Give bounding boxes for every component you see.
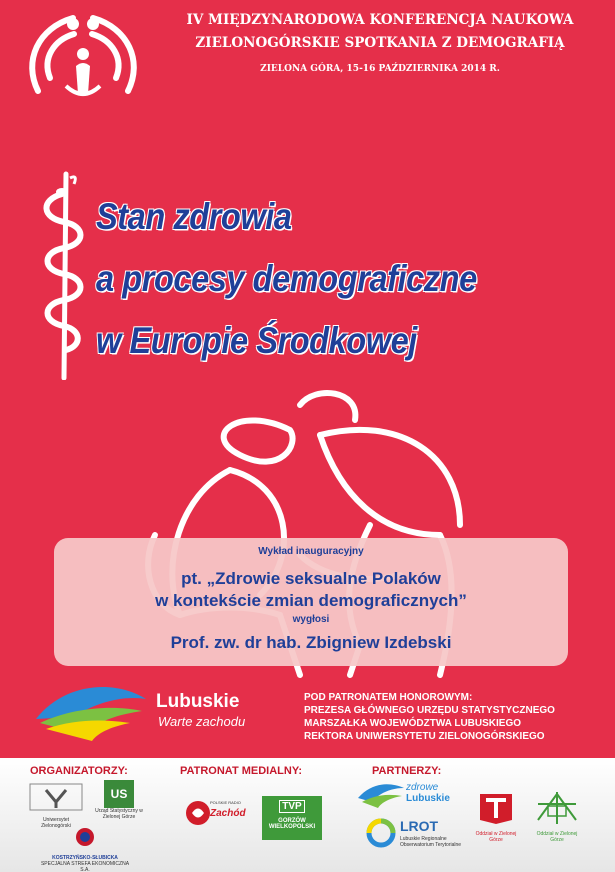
us-name: Urząd Statystyczny w Zielonej Górze — [95, 808, 143, 820]
tvp-city: GORZÓW — [278, 818, 306, 824]
lrot-sub-2: Obserwatorium Terytorialne — [400, 842, 462, 848]
zdrowe-line-1: zdrowe — [406, 782, 439, 793]
organizers-label: ORGANIZATORZY: — [30, 765, 128, 777]
kssse-logo — [40, 826, 130, 872]
conference-logo-icon — [18, 6, 148, 106]
conference-subtitle: ZIELONOGÓRSKIE SPOTKANIA Z DEMOGRAFIĄ — [195, 35, 565, 51]
pts-emblem-icon — [530, 790, 584, 826]
poster-title — [96, 186, 529, 372]
uz-eagle-icon — [28, 782, 84, 812]
media-label: PATRONAT MEDIALNY: — [180, 765, 303, 777]
pts-logo — [530, 790, 584, 843]
patronage-line: POD PATRONATEM HONOROWYM: — [304, 692, 473, 703]
lubuskie-tagline: Warte zachodu — [158, 714, 246, 729]
lrot-name: LROT — [400, 818, 439, 834]
lrot-sub-1: Lubuskie Regionalne — [400, 836, 447, 842]
lubuskie-name: Lubuskie — [156, 691, 240, 712]
rod-of-asclepius-icon — [34, 170, 94, 380]
honorary-patronage — [304, 691, 555, 743]
lecture-topic-line-1: pt. „Zdrowie seksualne Polaków — [181, 569, 441, 588]
lecture-box — [54, 538, 568, 666]
lubuskie-logo — [34, 683, 264, 743]
uz-name: Uniwersytet Zielonogórski — [41, 817, 71, 829]
pts-branch: Oddział w Zielonej Górze — [536, 831, 578, 843]
sponsor-footer — [0, 758, 615, 872]
pttk-emblem-icon — [472, 790, 520, 826]
lubuskie-wave-icon — [34, 683, 154, 743]
zdrowe-lubuskie-logo — [356, 780, 468, 814]
patronage-line: REKTORA UNIWERSYTETU ZIELONOGÓRSKIEGO — [304, 731, 545, 742]
radio-zachod-logo — [184, 798, 244, 828]
lecture-topic-line-2: w kontekście zmian demograficznych” — [155, 591, 467, 610]
lecture-speaker: Prof. zw. dr hab. Zbigniew Izdebski — [170, 633, 452, 652]
tvp-badge: TVP — [279, 800, 304, 813]
kssse-emblem-icon — [40, 826, 130, 850]
tvp-city-2: WIELKOPOLSKI — [268, 824, 316, 830]
us-logo — [86, 780, 152, 820]
lrot-ring-icon — [366, 818, 396, 848]
kssse-sub: SPECJALNA STREFA EKONOMICZNA S.A. — [40, 861, 130, 872]
title-line-2: a procesy demograficzne — [96, 258, 477, 299]
lrot-logo — [366, 818, 478, 858]
pttk-branch: Oddział w Zielonej Górze — [475, 831, 517, 843]
uz-logo — [28, 782, 84, 829]
pttk-logo — [472, 790, 520, 843]
title-line-1: Stan zdrowia — [96, 196, 292, 237]
us-badge-icon: US — [104, 780, 134, 808]
patronage-line: PREZESA GŁÓWNEGO URZĘDU STATYSTYCZNEGO — [304, 705, 555, 716]
conference-header — [160, 12, 600, 74]
conference-name: IV MIĘDZYNARODOWA KONFERENCJA NAUKOWA — [186, 12, 574, 28]
partners-label: PARTNERZY: — [372, 765, 442, 777]
conference-date-place: ZIELONA GÓRA, 15-16 PAŹDZIERNIKA 2014 R. — [260, 64, 500, 74]
patronage-line: MARSZAŁKA WOJEWÓDZTWA LUBUSKIEGO — [304, 718, 522, 729]
zdrowe-wave-icon — [356, 780, 406, 810]
lecture-by: wygłosi — [292, 614, 330, 625]
title-line-3: w Europie Środkowej — [96, 320, 417, 361]
tvp-logo — [262, 796, 322, 840]
radio-network: POLSKIE RADIO — [210, 800, 241, 805]
radio-name: Zachód — [210, 808, 246, 819]
kssse-name: KOSTRZYŃSKO-SŁUBICKA — [52, 855, 118, 861]
zdrowe-line-2: Lubuskie — [406, 793, 450, 804]
lecture-intro: Wykład inauguracyjny — [258, 546, 364, 557]
